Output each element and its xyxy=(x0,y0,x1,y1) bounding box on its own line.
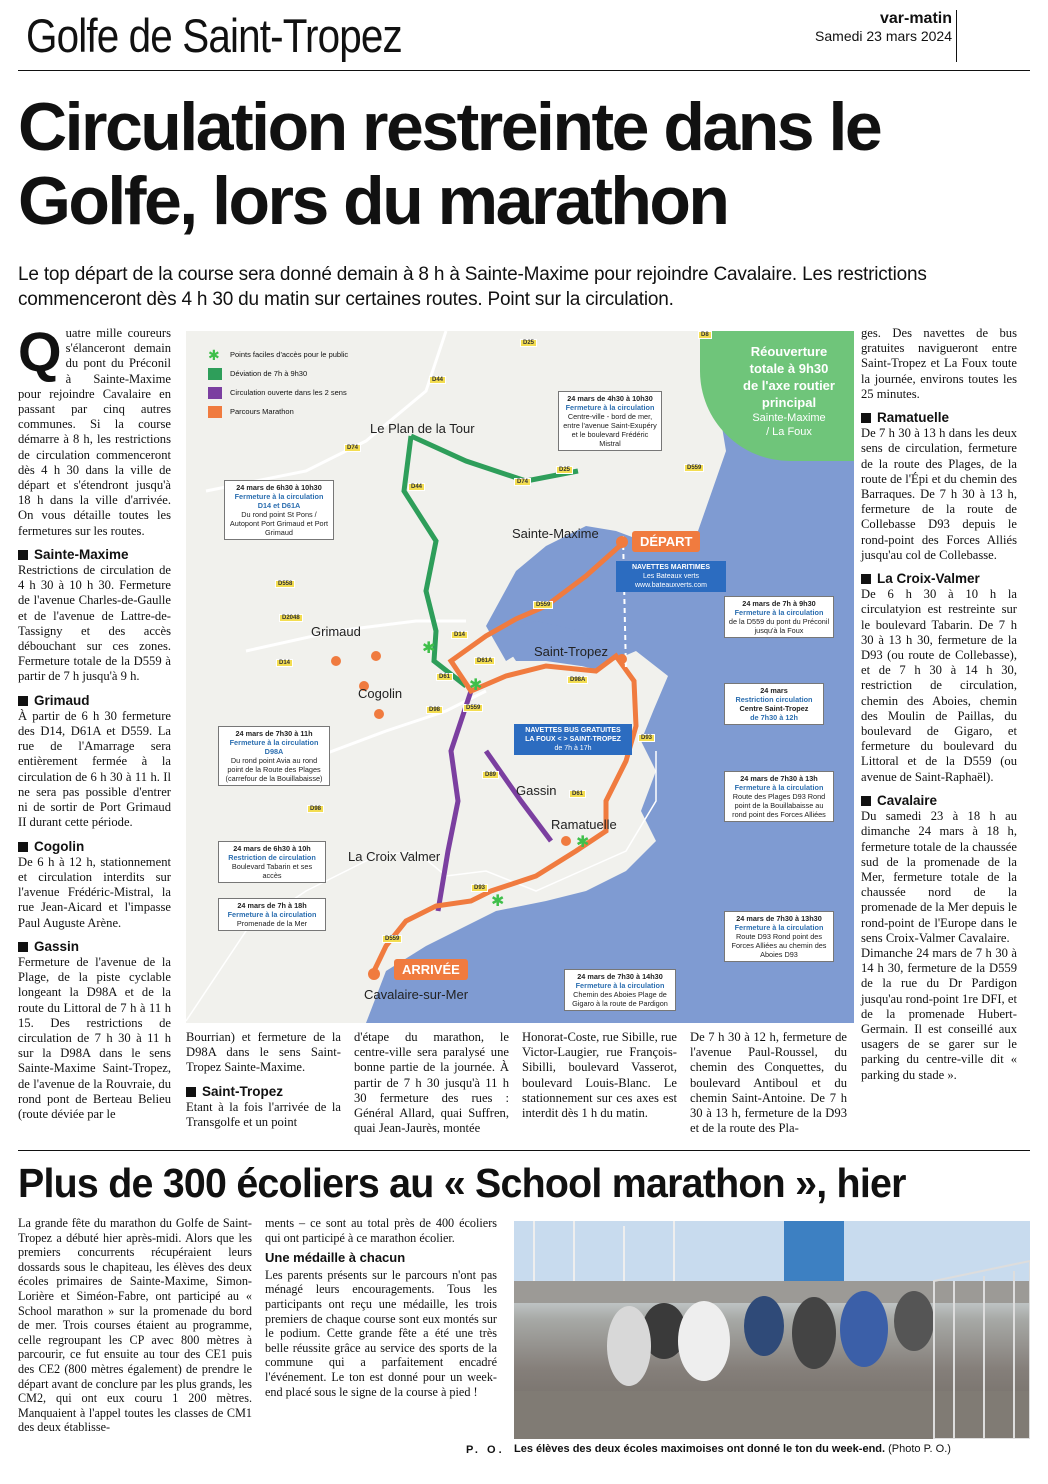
road-label: D559 xyxy=(382,935,402,943)
cogolin-text: De 6 h à 12 h, stationnement et circulation interdits sur l'avenue Frédéric-Mistral, la rue Jean-Aicard et l'impasse Paul Auguste Arène. xyxy=(18,854,171,930)
legend-item xyxy=(208,345,348,364)
navettes-maritimes xyxy=(616,561,726,592)
reopen-line: principal xyxy=(761,395,817,410)
box-text: Centre-ville - bord de mer, entre l'avenue Saint-Exupéry et le boulevard Frédéric Mistral xyxy=(563,412,657,448)
legend-label: Circulation ouverte dans les 2 sens xyxy=(230,388,347,397)
box-type: Fermeture à la circulation xyxy=(734,783,824,792)
nav-line: Les Bateaux verts xyxy=(642,573,700,580)
town-la-croix-valmer: La Croix Valmer xyxy=(348,849,441,864)
la-croix-valmer-text: De 6 h 30 à 10 h la circulatyion est restreinte sur le boulevard Tabarin. De 7 h 30 à 13 h 30, fermeture de la D93 (ou route de Collebasse), et de 7 h 30 à 14 h 30, restriction de circulation, chemin des Aboies, chemin des Moulin de Paillas, du boulevard de Gigaro, et fermeture du boulevard du Littoral et de la D559 (ou avenue de Saint-Raphaël). xyxy=(861,587,1017,784)
box-date: 24 mars de 7h30 à 11h xyxy=(235,729,313,738)
box-date: 24 mars de 7h30 à 14h30 xyxy=(577,972,663,981)
road-label: D61 xyxy=(569,790,586,798)
box-type: Fermeture à la circulation xyxy=(227,910,317,919)
legend-swatch xyxy=(208,387,222,399)
town-grimaud: Grimaud xyxy=(311,624,361,639)
box-type: Restriction de circulation xyxy=(228,853,316,862)
photo-children-running xyxy=(514,1221,1030,1439)
poi-dot xyxy=(371,651,381,661)
town-gassin: Gassin xyxy=(516,783,557,798)
box-type: Fermeture à la circulation xyxy=(734,923,824,932)
road-label: D2048 xyxy=(279,614,303,622)
second-paragraph-1: La grande fête du marathon du Golfe de Saint-Tropez a débuté hier après-midi. Alors que les premiers concurrents récupéraient leurs dossards sous le chapiteau, les élèves des deux écoles primaires de Sainte-Maxime, Simon-Lorière et Siméon-Fabre, ont participé au « School marathon » sur la promenade du bord de mer. Trois courses étaient au programme, celle regroupant les CP avec 800 mètres à parcourir, ce fut ensuite au tour des CE1 puis des CE2 (800 mètres également) de prendre le départ avant de conclure par les plus grands, les CM2, qui ont eux couru 1 200 mètres. Manquaient à l'appel toutes les classes de CM1 des deux établisse- xyxy=(18,1216,252,1435)
poi-dot xyxy=(331,656,341,666)
poi-dot xyxy=(561,836,571,846)
legend-item xyxy=(208,364,348,383)
section-sainte-maxime: Sainte-Maxime xyxy=(18,547,171,562)
section-rubric: Golfe de Saint-Tropez xyxy=(26,9,402,62)
photo-credit: (Photo P. O.) xyxy=(888,1443,951,1455)
navettes-bus xyxy=(514,724,632,755)
section-gassin: Gassin xyxy=(18,939,171,954)
intro-paragraph xyxy=(18,320,171,539)
reopen-line: Réouverture xyxy=(750,344,828,359)
photo-caption xyxy=(514,1443,951,1455)
legend-swatch xyxy=(208,368,222,380)
column-bottom-1 xyxy=(186,1030,341,1130)
road-label: D61 xyxy=(436,673,453,681)
depart-badge: DÉPART xyxy=(632,531,700,552)
ferry-line xyxy=(623,536,626,671)
author-signature: P. O. xyxy=(466,1444,505,1456)
road-label: D74 xyxy=(344,444,361,452)
legend-label: Parcours Marathon xyxy=(230,407,294,416)
access-star-icon: ✱ xyxy=(576,834,590,851)
info-box-sainte-maxime xyxy=(558,391,662,451)
box-type: Fermeture à la circulation xyxy=(734,608,824,617)
publication-date: Samedi 23 mars 2024 xyxy=(815,28,952,44)
box-text: Route D93 Rond point des Forces Alliées au chemin des Aboies D93 xyxy=(731,932,827,959)
reopen-line: de l'axe routier xyxy=(743,378,835,393)
box-date: 24 mars de 6h30 à 10h30 xyxy=(236,483,322,492)
second-headline: Plus de 300 écoliers au « School marathon », hier xyxy=(18,1160,906,1206)
reopen-line: Sainte-Maxime xyxy=(752,412,826,424)
road-label: D98 xyxy=(307,805,324,813)
arrivee-dot xyxy=(368,968,380,980)
info-box-tabarin xyxy=(218,841,326,883)
legend-label: Déviation de 7h à 9h30 xyxy=(230,369,308,378)
second-column-2 xyxy=(265,1216,497,1399)
road-label: D559 xyxy=(533,601,553,609)
headline: Circulation restreinte dans le Golfe, lors du marathon xyxy=(18,89,881,239)
info-box-saint-tropez xyxy=(724,683,824,725)
access-star-icon: ✱ xyxy=(469,677,483,694)
info-box-gigaro xyxy=(564,969,676,1011)
second-paragraph-3: Les parents présents sur le parcours n'ont pas ménagé leurs encouragements. Tous les participants ont reçu une médaille, les trois premiers de chaque course sont eux montés sur le podium. Cette grande fête a été une très belle réussite grâce au service des sports de la commune qui a parfaitement encadré l'événement. Le ton est donné pour un week-end placé sous le signe de la course à pied ! xyxy=(265,1267,497,1399)
poi-dot xyxy=(374,709,384,719)
publication-name: var-matin xyxy=(879,10,952,27)
box-text: Promenade de la Mer xyxy=(236,919,308,928)
publication-block xyxy=(815,10,952,44)
box-date: 24 mars de 7h30 à 13h xyxy=(740,774,818,783)
info-box-d559 xyxy=(724,596,834,638)
box-date: 24 mars de 7h à 9h30 xyxy=(742,599,816,608)
box-text: Du rond point Avia au rond point de la Route des Plages (carrefour de la Bouillabaisse) xyxy=(225,756,323,783)
saint-tropez-text-5: ges. Des navettes de bus gratuites navigueront entre Saint-Tropez et La Foux toute la journée, environs toutes les 25 minutes. xyxy=(861,326,1017,401)
info-box-d93 xyxy=(724,911,834,962)
section-cavalaire: Cavalaire xyxy=(861,793,1017,808)
town-saint-tropez: Saint-Tropez xyxy=(534,644,608,659)
legend-item xyxy=(208,402,348,421)
box-date: 24 mars de 6h30 à 10h xyxy=(233,844,311,853)
legend-swatch xyxy=(208,406,222,418)
road-label: D25 xyxy=(520,339,537,347)
road-label: D44 xyxy=(429,376,446,384)
column-bottom-2 xyxy=(354,1030,509,1136)
section-saint-tropez: Saint-Tropez xyxy=(186,1084,341,1099)
gassin-text: Fermeture de l'avenue de la Plage, de la piste cyclable longeant la D98A et de la route du Littoral de 7 h à 11 h 15. Des restrictions de circulation de 7 h 30 à 11 h sur la D98A dans le sens Sainte-Maxime Saint-Tropez, de l'avenue de la Rouvraie, du rond pont de Berteau Belieu (route déviée par le xyxy=(18,954,171,1121)
cavalaire-text-1: Du samedi 23 à 18 h au dimanche 24 mars à 18 h, fermeture totale de la chaussée sud de la promenade de la Mer, fermeture totale de la chaussée nord de la promenade de la Mer depuis le rond-point de l'Europe dans le sens Croix-Valmer Cavalaire. xyxy=(861,809,1017,945)
second-subheading: Une médaille à chacun xyxy=(265,1250,406,1266)
section-la-croix-valmer: La Croix-Valmer xyxy=(861,571,1017,586)
road-label: D25 xyxy=(556,466,573,474)
standfirst: Le top départ de la course sera donné demain à 8 h à Sainte-Maxime pour rejoindre Cavalaire. Les restrictions commenceront dès 4 h 30 du matin sur certaines routes. Point sur la circulation. xyxy=(18,264,927,310)
arrivee-badge: ARRIVÉE xyxy=(394,959,468,980)
road-label: D558 xyxy=(275,580,295,588)
sainte-maxime-text: Restrictions de circulation de 4 h 30 à 10 h 30. Fermeture de l'avenue Charles-de-Gaulle et de l'avenue de Lattre-de-Tassigny et des accès débouchant sur ces zones. Fermeture totale de la D559 à partir de 7 h jusqu'à 9 h. xyxy=(18,563,171,684)
road-label: D98A xyxy=(567,676,588,684)
caption-text: Les élèves des deux écoles maximoises ont donné le ton du week-end. xyxy=(514,1443,886,1455)
box-date: 24 mars xyxy=(760,686,788,695)
column-bottom-3 xyxy=(522,1030,677,1121)
town-cavalaire: Cavalaire-sur-Mer xyxy=(364,987,469,1002)
reopen-line: totale à 9h30 xyxy=(749,361,829,376)
photo-graphic xyxy=(514,1221,1030,1439)
town-ramatuelle: Ramatuelle xyxy=(551,817,617,832)
reopen-line: / La Foux xyxy=(766,426,812,438)
saint-tropez-text-3: Honorat-Coste, rue Sibille, rue Victor-Laugier, rue François-Sibilli, boulevard Vasserot, boulevard Louis-Blanc. Le stationnement sur ces axes est interdit dès 1 h du matin. xyxy=(522,1030,677,1121)
nav-line: LA FOUX < > SAINT-TROPEZ xyxy=(525,736,621,743)
saint-tropez-text-4: De 7 h 30 à 12 h, fermeture de l'avenue Paul-Roussel, du chemin des Conquettes, du boulevard Antiboul et du chemin Saint-Antoine. De 7 h 30 à 13 h, fermeture de la D93 et de la route des Pla- xyxy=(690,1030,847,1136)
access-star-icon: ✱ xyxy=(491,893,505,910)
header-rule xyxy=(18,70,1030,71)
section-grimaud: Grimaud xyxy=(18,693,171,708)
road-label: D559 xyxy=(684,464,704,472)
nav-line: www.bateauxverts.com xyxy=(635,582,707,589)
grimaud-text: À partir de 6 h 30 fermeture des D14, D61A et D559. La rue de l'Amarrage sera entièrement fermée à la circulation de 6 h 30 à 11 h. Il ne sera pas possible d'entrer ni de sortir de Port Grimaud II durant cette période. xyxy=(18,708,171,830)
poi-dot xyxy=(617,654,627,664)
box-type: Restriction circulation xyxy=(735,695,813,704)
legend-star-icon: ✱ xyxy=(208,346,220,363)
road-label: D14 xyxy=(276,659,293,667)
marathon-map xyxy=(186,331,854,1023)
box-type: Fermeture à la circulation xyxy=(565,403,655,412)
ramatuelle-text: De 7 h 30 à 13 h dans les deux sens de circulation, fermeture de la route des Plages, de la route de l'Épi et du chemin des Barraques. De 7 h 30 à 13 h, fermeture de la route de Collebasse D93 depuis le rond-point des Forces Alliés jusqu'au col de Collebasse. xyxy=(861,426,1017,562)
road-label: D93 xyxy=(638,734,655,742)
road-label: D93 xyxy=(471,884,488,892)
box-type: Fermeture à la circulation D14 et D61A xyxy=(234,492,324,510)
section-cogolin: Cogolin xyxy=(18,839,171,854)
intro-text: uatre mille coureurs s'élanceront demain du pont du Préconil à Sainte-Maxime pour rejoindre Cavalaire en passant par cinq autres communes. Si la course démarre à 8 h, les restrictions de circulation commenceront dès 4 h 30 dans la ville de départ et s'étendront jusqu'à 18 h dans la ville d'arrivée. On vous détaille toutes les fermetures sur les routes. xyxy=(18,326,171,538)
column-bottom-4 xyxy=(690,1030,847,1136)
box-date: 24 mars de 7h à 18h xyxy=(237,901,307,910)
town-sainte-maxime: Sainte-Maxime xyxy=(512,526,599,541)
road-label: D44 xyxy=(408,483,425,491)
column-left xyxy=(18,320,171,1122)
saint-tropez-text: Etant à la fois l'arrivée de la Transgolfe et un point xyxy=(186,1099,341,1130)
town-cogolin: Cogolin xyxy=(358,686,403,701)
column-right xyxy=(861,326,1017,1083)
section-ramatuelle: Ramatuelle xyxy=(861,410,1017,425)
nav-line: NAVETTES BUS GRATUITES xyxy=(525,727,621,734)
saint-tropez-text-2: d'étape du marathon, le centre-ville sera paralysé une bonne partie de la journée. À partir de 7 h 30 jusqu'à 11 h 30 fermeture des rues : Général Allard, quai Suffren, quai Jean-Jaurès, montée xyxy=(354,1030,509,1136)
box-date: 24 mars de 7h30 à 13h30 xyxy=(736,914,822,923)
box-text: Du rond point St Pons / Autopont Port Grimaud et Port Grimaud xyxy=(229,510,329,537)
info-box-promenade xyxy=(218,898,326,931)
second-column-1 xyxy=(18,1216,252,1435)
access-star-icon: ✱ xyxy=(422,640,436,657)
header-divider xyxy=(956,10,957,62)
drop-cap: Q xyxy=(18,320,62,383)
second-paragraph-2: ments – ce sont au total près de 400 écoliers qui ont participé à ce marathon écolier. xyxy=(265,1216,497,1245)
info-box-grimaud xyxy=(224,480,334,540)
box-text: Route des Plages D93 Rond point de la Bouillabaisse au rond point des Forces Alliées xyxy=(732,792,826,819)
road-label: D98 xyxy=(426,706,443,714)
cavalaire-text-2: Dimanche 24 mars de 7 h 30 à 14 h 30, fermeture de la D559 de la rue du Dr Pardigon jusqu'au rond-point 1re DFI, et de la promenade Hubert-Germain. Il est conseillé aux usagers de se garer sur le parking du centre-ville dit « parking du stade ». xyxy=(861,945,1017,1082)
info-box-d98a xyxy=(218,726,330,786)
info-box-route-plages xyxy=(724,771,834,822)
legend-item xyxy=(208,383,348,402)
legend-label: Points faciles d'accès pour le public xyxy=(230,350,349,359)
box-text: de la D559 du pont du Préconil jusqu'à la Foux xyxy=(728,617,830,635)
gassin-continued: Bourrian) et fermeture de la D98A dans le sens Saint-Tropez Sainte-Maxime. xyxy=(186,1030,341,1075)
road-label: D89 xyxy=(482,771,499,779)
town-plan-de-la-tour: Le Plan de la Tour xyxy=(370,421,475,436)
road-label: D559 xyxy=(463,704,483,712)
depart-dot xyxy=(616,536,628,548)
box-time: de 7h30 à 12h xyxy=(750,713,798,722)
nav-line: NAVETTES MARITIMES xyxy=(631,564,711,571)
road-label: D61A xyxy=(474,657,495,665)
box-text: Chemin des Aboies Plage de Gigaro à la route de Pardigon xyxy=(572,990,668,1008)
road-label: D8 xyxy=(698,331,712,339)
section-rule xyxy=(18,1150,1030,1151)
box-text: Boulevard Tabarin et ses accès xyxy=(231,862,313,880)
box-date: 24 mars de 4h30 à 10h30 xyxy=(567,394,653,403)
box-text: Centre Saint-Tropez xyxy=(739,704,809,713)
box-type: Fermeture à la circulation D98A xyxy=(229,738,319,756)
road-label: D14 xyxy=(451,631,468,639)
nav-line: de 7h à 17h xyxy=(554,745,592,752)
box-type: Fermeture à la circulation xyxy=(575,981,665,990)
map-legend xyxy=(208,345,348,421)
road-label: D74 xyxy=(514,478,531,486)
